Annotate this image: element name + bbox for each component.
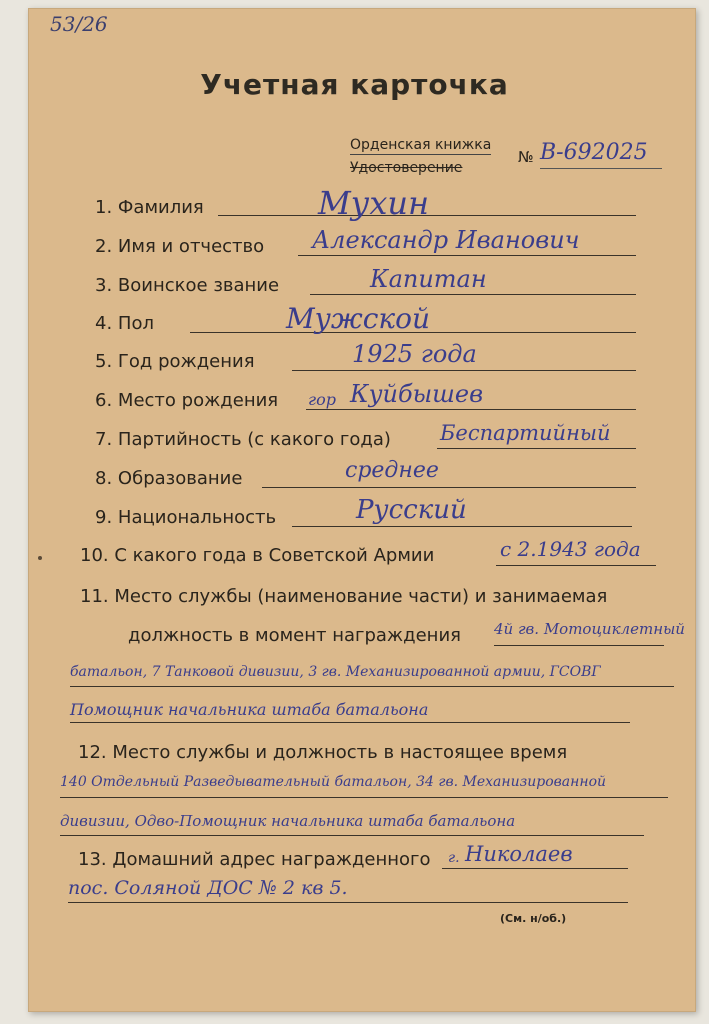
field-9-label: 9. Национальность bbox=[95, 507, 277, 528]
field-12-label: 12. Место службы и должность в настоящее время bbox=[78, 742, 568, 763]
handwritten-ref-number: 53/26 bbox=[50, 12, 108, 36]
field-13-line2 bbox=[68, 902, 628, 903]
field-12-line2 bbox=[60, 835, 644, 836]
field-5-label: 5. Год рождения bbox=[95, 351, 255, 372]
field-13-value-line1: Николаев bbox=[465, 842, 573, 866]
field-2-line bbox=[298, 255, 636, 256]
paper-mark bbox=[38, 556, 42, 560]
field-11-line1 bbox=[494, 645, 664, 646]
field-10-value: с 2.1943 года bbox=[500, 537, 641, 561]
field-13-label: 13. Домашний адрес награжденного bbox=[78, 849, 431, 870]
field-4-label: 4. Пол bbox=[95, 313, 154, 334]
field-12-value-line2: дивизии, Одво-Помощник начальника штаба батальона bbox=[60, 812, 516, 830]
field-13-value-prefix: г. bbox=[448, 850, 460, 866]
field-5-line bbox=[292, 370, 636, 371]
field-3-label: 3. Воинское звание bbox=[95, 275, 280, 296]
field-11-line3 bbox=[70, 722, 630, 723]
field-9-value: Русский bbox=[356, 495, 467, 525]
field-2-label: 2. Имя и отчество bbox=[95, 236, 265, 257]
field-11-label-line2: должность в момент награждения bbox=[128, 625, 461, 646]
field-12-line1 bbox=[60, 797, 668, 798]
field-8-value: среднее bbox=[345, 458, 439, 483]
field-8-line bbox=[262, 487, 636, 488]
field-13-line1 bbox=[442, 868, 628, 869]
field-3-line bbox=[310, 294, 636, 295]
field-3-value: Капитан bbox=[370, 265, 487, 293]
field-6-value: Куйбышев bbox=[350, 380, 484, 408]
field-7-label: 7. Партийность (с какого года) bbox=[95, 429, 391, 450]
card-title: Учетная карточка bbox=[200, 68, 509, 101]
field-7-value: Беспартийный bbox=[440, 421, 611, 445]
number-sign: № bbox=[518, 148, 534, 166]
field-13-value-line2: пос. Соляной ДОС № 2 кв 5. bbox=[68, 877, 348, 899]
field-11-line2 bbox=[70, 686, 674, 687]
field-11-value-line3: Помощник начальника штаба батальона bbox=[70, 700, 429, 719]
field-6-value-prefix: гор bbox=[308, 390, 336, 409]
see-overleaf-note: (См. н/об.) bbox=[500, 912, 567, 925]
number-underline bbox=[540, 168, 662, 169]
field-10-label: 10. С какого года в Советской Армии bbox=[80, 545, 435, 566]
certificate-label-struck: Удостоверение bbox=[350, 160, 463, 176]
field-9-line bbox=[292, 526, 632, 527]
order-book-number: В-692025 bbox=[540, 140, 648, 165]
field-7-line bbox=[437, 448, 636, 449]
field-4-value: Мужской bbox=[286, 302, 431, 335]
field-12-value-line1: 140 Отдельный Разведывательный батальон, 34 гв. Механизированной bbox=[60, 774, 607, 790]
field-6-label: 6. Место рождения bbox=[95, 390, 279, 411]
field-11-label-line1: 11. Место службы (наименование части) и занимаемая bbox=[80, 586, 608, 607]
field-5-value: 1925 года bbox=[352, 340, 477, 368]
field-1-value: Мухин bbox=[318, 184, 430, 222]
field-2-value: Александр Иванович bbox=[312, 226, 580, 254]
order-book-label: Орденская книжка bbox=[350, 137, 492, 153]
field-6-line bbox=[306, 409, 636, 410]
field-8-label: 8. Образование bbox=[95, 468, 243, 489]
field-1-label: 1. Фамилия bbox=[95, 197, 204, 218]
field-11-value-line2: батальон, 7 Танковой дивизии, 3 гв. Механизированной армии, ГСОВГ bbox=[70, 664, 601, 680]
field-10-line bbox=[496, 565, 656, 566]
field-11-value-line1: 4й гв. Мотоциклетный bbox=[494, 620, 685, 638]
